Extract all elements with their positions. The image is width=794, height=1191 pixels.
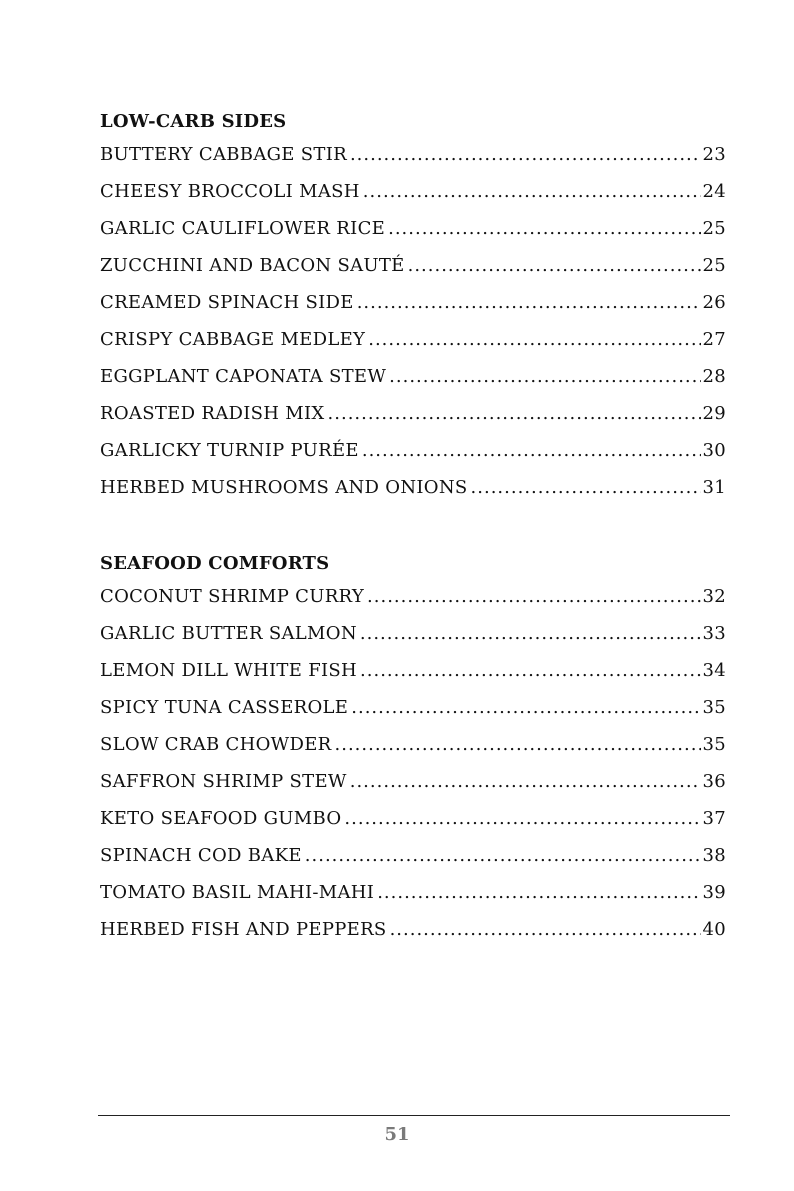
toc-entry[interactable] bbox=[100, 578, 726, 615]
dot-leader bbox=[377, 874, 701, 911]
entry-page-number: 39 bbox=[702, 882, 726, 903]
entry-page-number: 28 bbox=[702, 366, 726, 387]
entry-page-number: 25 bbox=[702, 255, 726, 276]
entry-title: ZUCCHINI AND BACON SAUTÉ bbox=[100, 255, 405, 276]
dot-leader bbox=[328, 395, 702, 432]
entry-title: ROASTED RADISH MIX bbox=[100, 403, 325, 424]
entry-page-number: 32 bbox=[702, 586, 726, 607]
dot-leader bbox=[471, 469, 702, 506]
dot-leader bbox=[367, 578, 701, 615]
entry-title: EGGPLANT CAPONATA STEW bbox=[100, 366, 387, 387]
entry-page-number: 29 bbox=[702, 403, 726, 424]
entry-title: GARLICKY TURNIP PURÉE bbox=[100, 440, 359, 461]
entry-title: BUTTERY CABBAGE STIR bbox=[100, 144, 347, 165]
entry-title: CRISPY CABBAGE MEDLEY bbox=[100, 329, 366, 350]
entry-page-number: 33 bbox=[702, 623, 726, 644]
dot-leader bbox=[357, 284, 702, 321]
dot-leader bbox=[362, 432, 702, 469]
entry-page-number: 25 bbox=[702, 218, 726, 239]
entry-title: SAFFRON SHRIMP STEW bbox=[100, 771, 347, 792]
entry-page-number: 24 bbox=[702, 181, 726, 202]
toc-entry[interactable] bbox=[100, 726, 726, 763]
entry-title: LEMON DILL WHITE FISH bbox=[100, 660, 358, 681]
toc-entry[interactable] bbox=[100, 432, 726, 469]
entry-page-number: 31 bbox=[702, 477, 726, 498]
toc-section-seafood-comforts bbox=[100, 550, 726, 948]
toc-section-low-carb-sides bbox=[100, 108, 726, 506]
section-heading: LOW-CARB SIDES bbox=[100, 111, 287, 132]
entry-page-number: 26 bbox=[702, 292, 726, 313]
dot-leader bbox=[390, 911, 702, 948]
toc-entry[interactable] bbox=[100, 763, 726, 800]
page-number: 51 bbox=[384, 1124, 410, 1145]
toc-entry[interactable] bbox=[100, 136, 726, 173]
entry-page-number: 27 bbox=[702, 329, 726, 350]
entry-title: SPINACH COD BAKE bbox=[100, 845, 302, 866]
dot-leader bbox=[335, 726, 702, 763]
entry-title: TOMATO BASIL MAHI-MAHI bbox=[100, 882, 375, 903]
entry-title: SLOW CRAB CHOWDER bbox=[100, 734, 332, 755]
entry-page-number: 34 bbox=[702, 660, 726, 681]
entry-title: GARLIC BUTTER SALMON bbox=[100, 623, 357, 644]
entry-title: CHEESY BROCCOLI MASH bbox=[100, 181, 360, 202]
dot-leader bbox=[388, 210, 701, 247]
toc-entry[interactable] bbox=[100, 395, 726, 432]
toc-entry[interactable] bbox=[100, 689, 726, 726]
entry-page-number: 30 bbox=[702, 440, 726, 461]
entry-title: SPICY TUNA CASSEROLE bbox=[100, 697, 349, 718]
dot-leader bbox=[389, 358, 701, 395]
dot-leader bbox=[368, 321, 701, 358]
toc-entry[interactable] bbox=[100, 469, 726, 506]
entry-page-number: 38 bbox=[702, 845, 726, 866]
toc-entry[interactable] bbox=[100, 210, 726, 247]
dot-leader bbox=[360, 652, 701, 689]
entry-page-number: 35 bbox=[702, 734, 726, 755]
toc-entry[interactable] bbox=[100, 358, 726, 395]
toc-entry[interactable] bbox=[100, 321, 726, 358]
entry-title: HERBED MUSHROOMS AND ONIONS bbox=[100, 477, 468, 498]
section-heading: SEAFOOD COMFORTS bbox=[100, 553, 330, 574]
entry-title: GARLIC CAULIFLOWER RICE bbox=[100, 218, 386, 239]
toc-entry[interactable] bbox=[100, 911, 726, 948]
toc-entry[interactable] bbox=[100, 615, 726, 652]
entry-title: HERBED FISH AND PEPPERS bbox=[100, 919, 387, 940]
dot-leader bbox=[350, 763, 702, 800]
dot-leader bbox=[350, 136, 702, 173]
entry-page-number: 37 bbox=[702, 808, 726, 829]
dot-leader bbox=[408, 247, 702, 284]
entry-title: KETO SEAFOOD GUMBO bbox=[100, 808, 342, 829]
entry-page-number: 35 bbox=[702, 697, 726, 718]
entry-title: COCONUT SHRIMP CURRY bbox=[100, 586, 365, 607]
toc-entry[interactable] bbox=[100, 874, 726, 911]
toc-entry[interactable] bbox=[100, 284, 726, 321]
toc-entry[interactable] bbox=[100, 652, 726, 689]
dot-leader bbox=[360, 615, 702, 652]
toc-entry[interactable] bbox=[100, 837, 726, 874]
dot-leader bbox=[344, 800, 701, 837]
entry-page-number: 36 bbox=[702, 771, 726, 792]
entry-title: CREAMED SPINACH SIDE bbox=[100, 292, 354, 313]
entry-page-number: 23 bbox=[702, 144, 726, 165]
footer-divider bbox=[98, 1115, 730, 1116]
toc-entry[interactable] bbox=[100, 173, 726, 210]
toc-entry[interactable] bbox=[100, 247, 726, 284]
toc-entry[interactable] bbox=[100, 800, 726, 837]
dot-leader bbox=[351, 689, 701, 726]
entry-page-number: 40 bbox=[702, 919, 726, 940]
dot-leader bbox=[363, 173, 702, 210]
dot-leader bbox=[305, 837, 702, 874]
